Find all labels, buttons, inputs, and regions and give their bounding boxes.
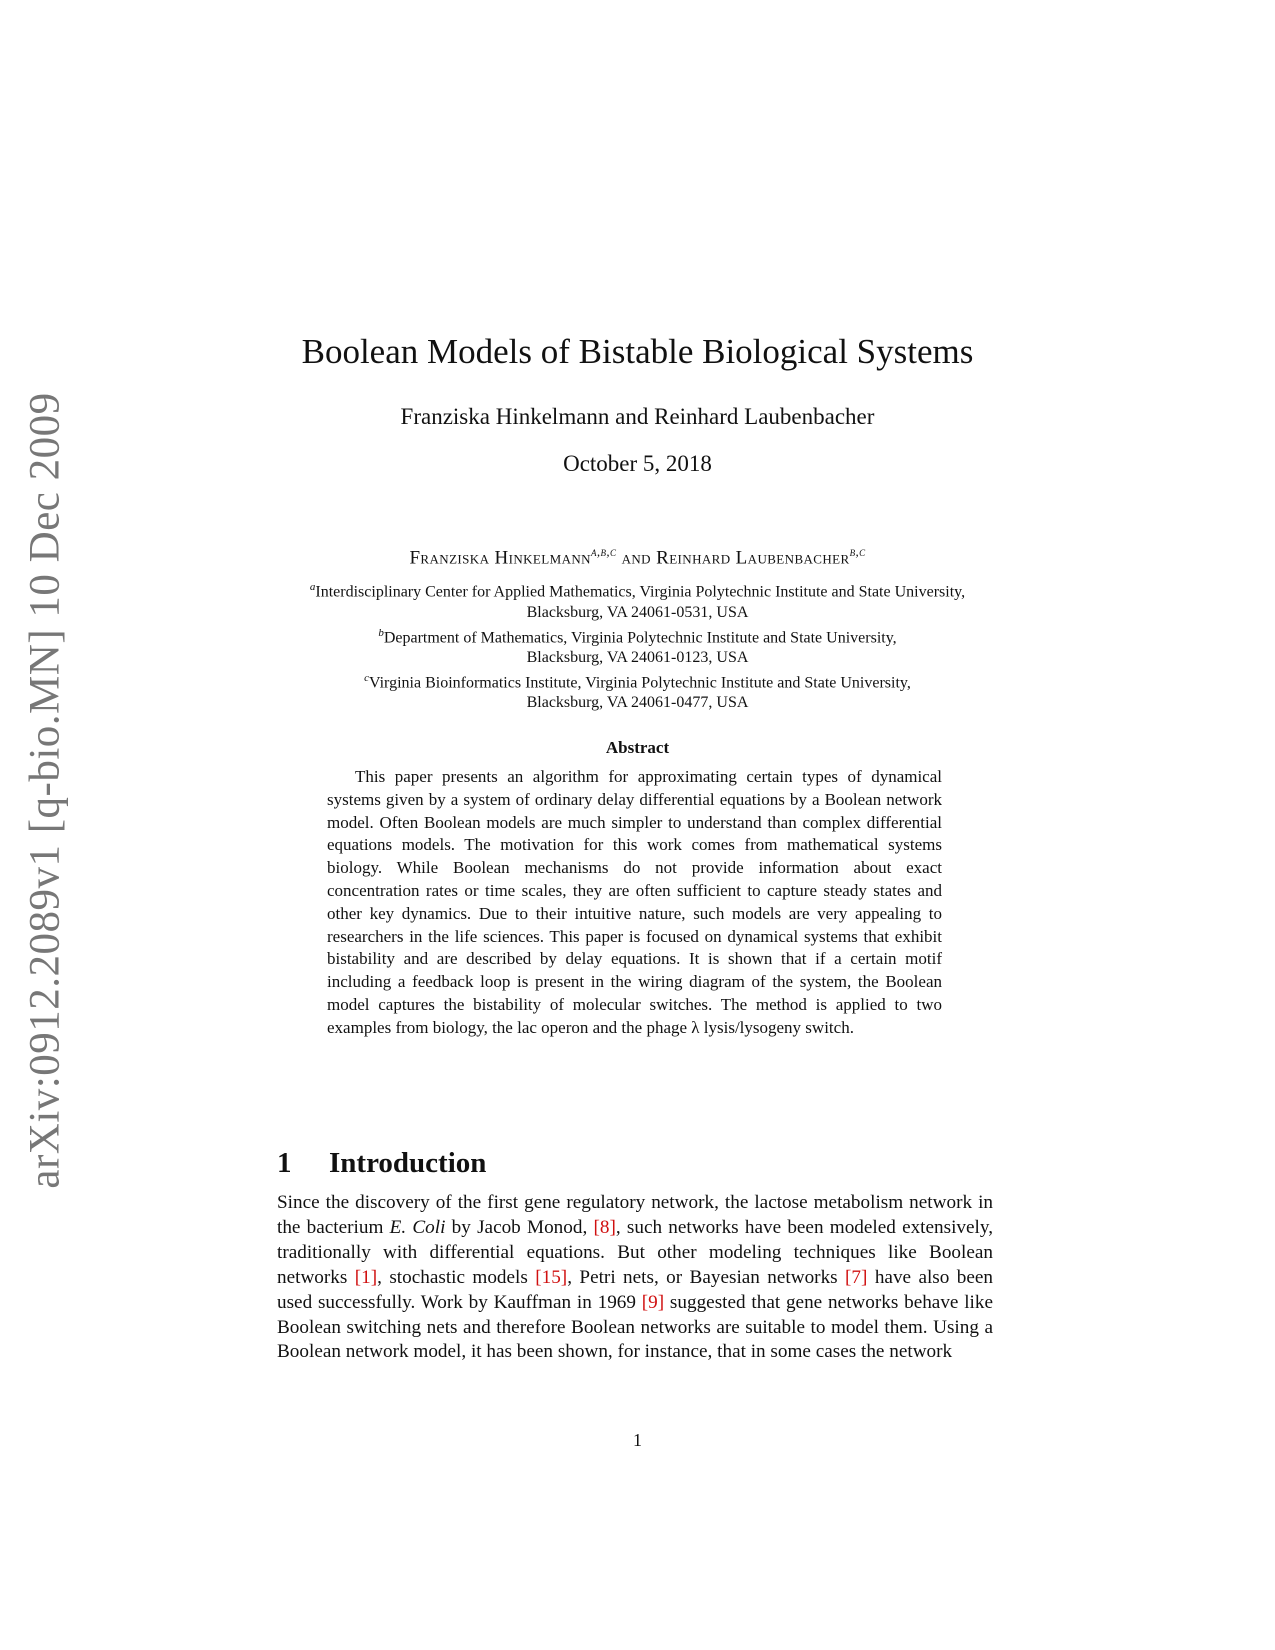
affiliation-mark: c [364,671,370,684]
page-number: 1 [633,1430,642,1450]
author-conjunction: and [621,547,651,569]
authors: Franziska Hinkelmann and Reinhard Laubenbacher [400,404,875,429]
text-run: by Jacob Monod, [445,1216,594,1238]
affiliation-list [0,577,1275,713]
affiliation-address: Blacksburg, VA 24061-0477, USA [526,694,749,712]
affiliation-address: Blacksburg, VA 24061-0531, USA [526,603,749,621]
text-run: suggested that gene networks behave like Boolean switching nets and therefore Boolean networks are suitable to model them. Using a Boolean network model, it has been shown, for instance, that in some cases the network [277,1291,993,1363]
affiliation-line: Interdisciplinary Center for Applied Mathematics, Virginia Polytechnic Institute and State University, [315,583,966,601]
citation-link[interactable]: [7] [845,1266,868,1288]
text-run: , such networks have been modeled extensively, traditionally with differential equations. But other modeling techniques like Boolean networks [277,1216,994,1288]
abstract-body [327,766,942,1040]
citation-link[interactable]: [15] [535,1266,568,1288]
species-name: E. Coli [389,1216,446,1238]
citation-link[interactable]: [8] [593,1216,616,1238]
author-name-1: Franziska Hinkelmann [409,547,591,569]
author-1-affil-marks: a,b,c [590,544,617,559]
affiliation-line: Virginia Bioinformatics Institute, Virginia Polytechnic Institute and State University, [369,674,911,692]
section-number: 1 [277,1147,292,1179]
affiliation-c [0,668,1275,693]
text-run: , Petri nets, or Bayesian networks [567,1266,846,1288]
paper-title: Boolean Models of Bistable Biological Systems [301,332,974,371]
arxiv-identifier-text: arXiv:0912.2089v1 [q-bio.MN] 10 Dec 2009 [21,391,69,1189]
text-run: have also been used successfully. Work by Kauffman in 1969 [277,1266,993,1313]
arxiv-identifier [21,391,69,1189]
date: October 5, 2018 [563,451,712,476]
introduction-body [277,1191,993,1365]
section-heading-introduction [277,1147,486,1180]
section-title: Introduction [329,1147,487,1179]
affiliation-line: Department of Mathematics, Virginia Polytechnic Institute and State University, [383,628,897,646]
affiliation-address: Blacksburg, VA 24061-0123, USA [526,648,749,666]
author-2-affil-marks: b,c [849,544,866,559]
author-name-2: Reinhard Laubenbacher [656,547,850,569]
abstract-heading: Abstract [605,738,670,757]
text-run: Since the discovery of the first gene regulatory network, the lactose metabolism network in the bacterium [277,1192,993,1238]
introduction-paragraph [277,1191,993,1365]
author-names-smallcaps [0,544,1275,569]
author-affiliations [0,544,1275,713]
affiliation-b [0,623,1275,648]
citation-link[interactable]: [1] [354,1266,378,1288]
citation-link[interactable]: [9] [641,1291,665,1313]
abstract-text: This paper presents an algorithm for approximating certain types of dynamical systems given by a system of ordinary delay differential equations by a Boolean network model. Often Boolean models are much simpler to understand than complex differential equations models. The motivation for this work comes from mathematical systems biology. While Boolean mechanisms do not provide information about exact concentration rates or time scales, they are often sufficient to capture steady states and other key dynamics. Due to their intuitive nature, such models are very appealing to researchers in the life sciences. This paper is focused on dynamical systems that exhibit bistability and are described by delay equations. It is shown that if a certain motif including a feedback loop is present in the wiring diagram of the system, the Boolean model captures the bistability of molecular switches. The method is applied to two examples from biology, the lac operon and the phage λ lysis/lysogeny switch. [327,767,942,1037]
affiliation-mark: a [309,581,316,594]
text-run: , stochastic models [377,1266,536,1288]
affiliation-a [0,577,1275,602]
affiliation-mark: b [378,626,384,639]
